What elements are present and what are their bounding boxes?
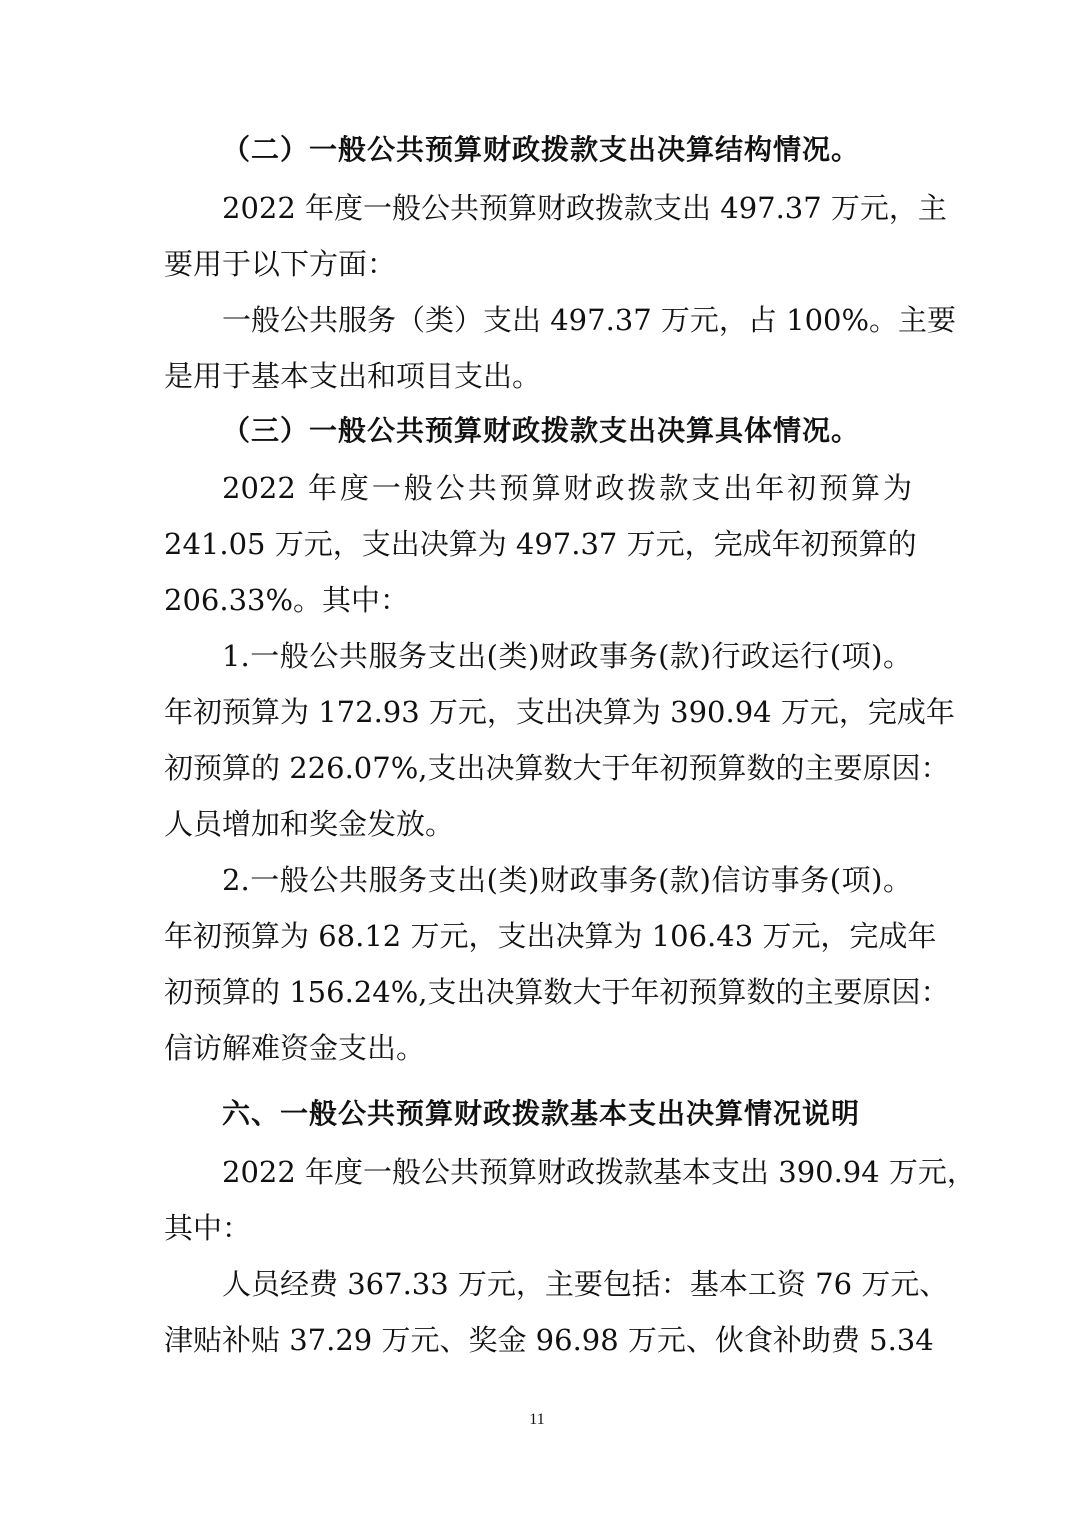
list-item-line: 人员增加和奖金发放。 (164, 807, 455, 841)
list-item-line: 信访解难资金支出。 (164, 1031, 426, 1065)
list-item-line: 2.一般公共服务支出(类)财政事务(款)信访事务(项)。 (222, 863, 912, 897)
page-number: 11 (529, 1411, 545, 1428)
paragraph-line: 其中： (164, 1211, 252, 1245)
subsection-heading-3: （三）一般公共预算财政拨款支出决算具体情况。 (222, 414, 861, 447)
paragraph-line: 2022 年度一般公共预算财政拨款基本支出 390.94 万元， (222, 1155, 976, 1189)
list-item-line: 年初预算为 68.12 万元，支出决算为 106.43 万元，完成年 (164, 919, 937, 953)
paragraph-line: 是用于基本支出和项目支出。 (164, 359, 542, 393)
paragraph-line: 要用于以下方面： (164, 247, 397, 281)
paragraph-line: 241.05 万元，支出决算为 497.37 万元，完成年初预算的 (164, 527, 917, 561)
list-item-line: 年初预算为 172.93 万元，支出决算为 390.94 万元，完成年 (164, 695, 955, 729)
list-item-line: 1.一般公共服务支出(类)财政事务(款)行政运行(项)。 (222, 639, 912, 673)
paragraph-line: 一般公共服务（类）支出 497.37 万元，占 100%。主要 (222, 303, 957, 337)
paragraph-line: 2022 年度一般公共预算财政拨款支出 497.37 万元，主 (222, 191, 947, 225)
paragraph-line: 206.33%。其中： (164, 583, 410, 617)
paragraph-line: 津贴补贴 37.29 万元、奖金 96.98 万元、伙食补助费 5.34 (164, 1323, 934, 1357)
subsection-heading-2: （二）一般公共预算财政拨款支出决算结构情况。 (222, 133, 861, 166)
section-heading-6: 六、一般公共预算财政拨款基本支出决算情况说明 (222, 1097, 861, 1130)
list-item-line: 初预算的 226.07%,支出决算数大于年初预算数的主要原因： (164, 751, 950, 785)
paragraph-line: 人员经费 367.33 万元，主要包括：基本工资 76 万元、 (222, 1267, 949, 1301)
paragraph-line: 2022 年度一般公共预算财政拨款支出年初预算为 (222, 471, 912, 505)
list-item-line: 初预算的 156.24%,支出决算数大于年初预算数的主要原因： (164, 975, 950, 1009)
